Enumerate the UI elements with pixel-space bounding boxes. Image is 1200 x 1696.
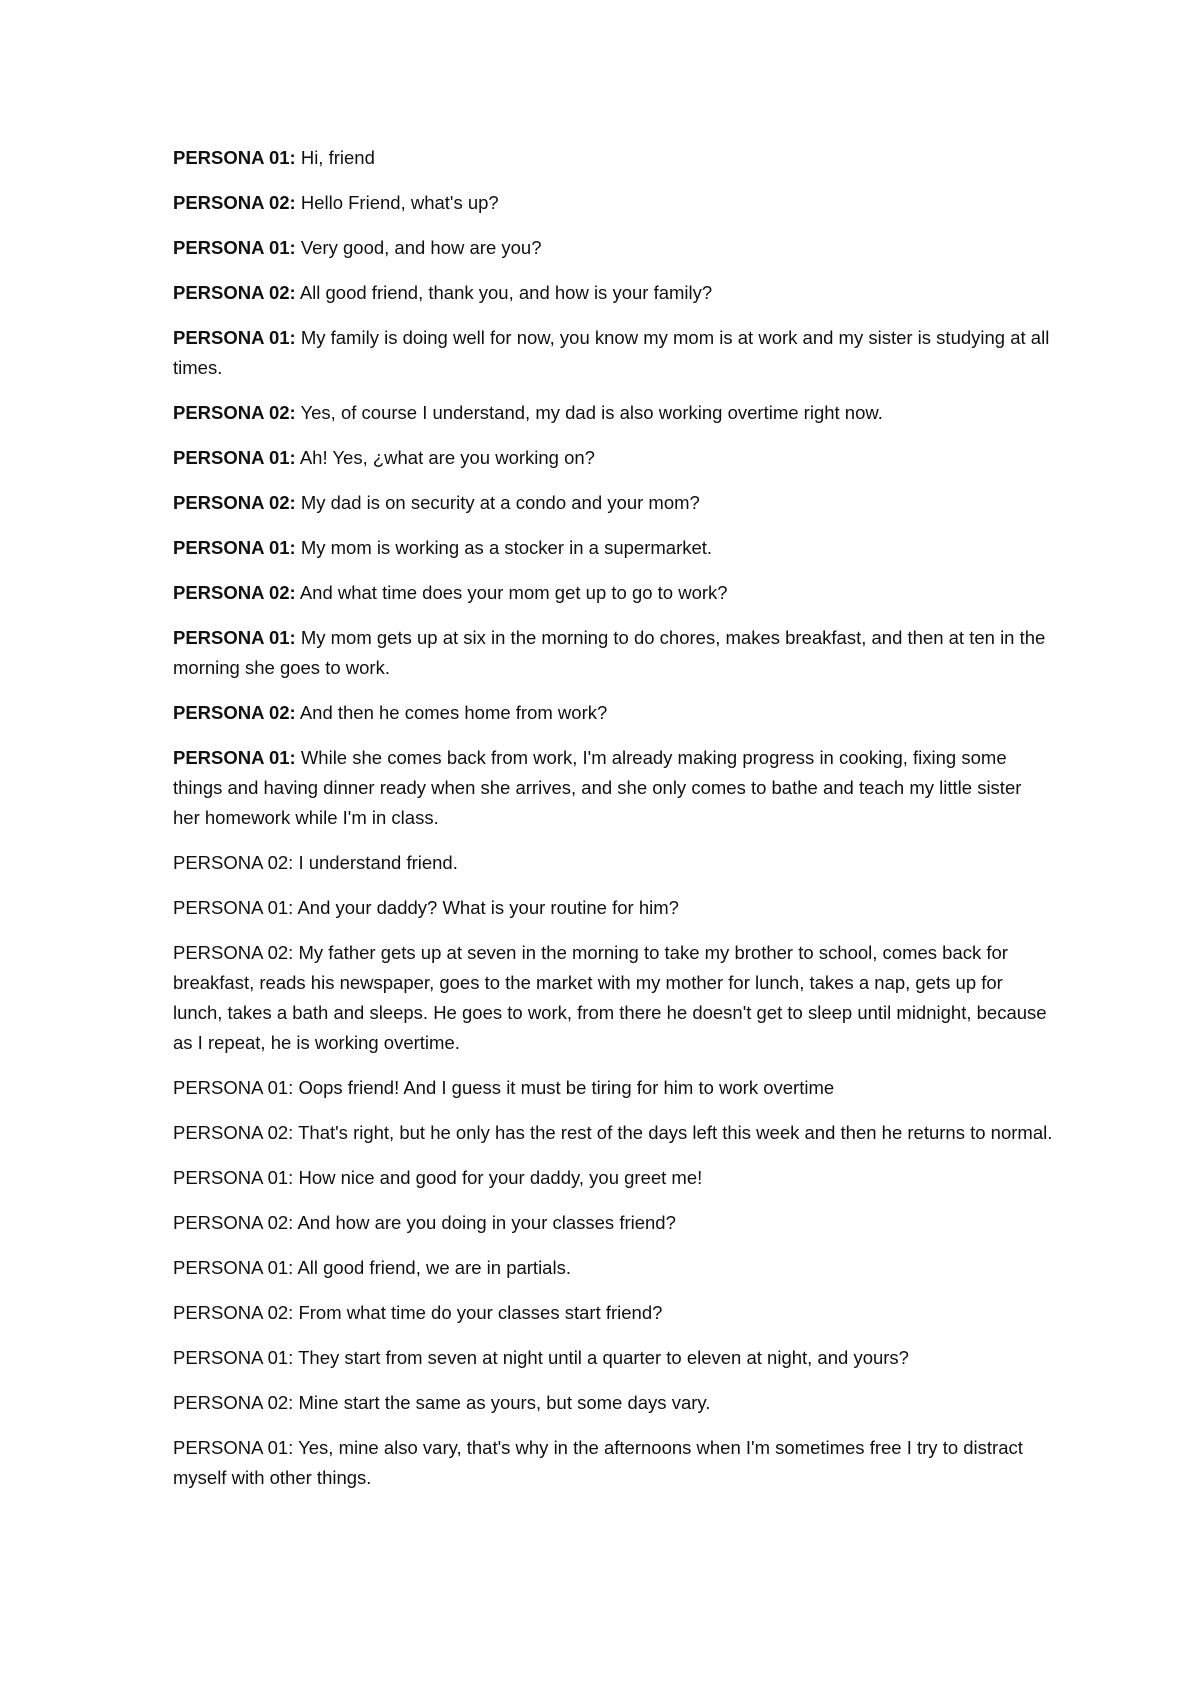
utterance-text: Oops friend! And I guess it must be tiring for him to work overtime xyxy=(298,1077,835,1098)
speaker-label: PERSONA 02: xyxy=(173,582,296,603)
speaker-label: PERSONA 01: xyxy=(173,747,296,768)
speaker-label: PERSONA 02: xyxy=(173,1212,294,1233)
utterance-text: Mine start the same as yours, but some days vary. xyxy=(298,1392,711,1413)
utterance-text: They start from seven at night until a quarter to eleven at night, and yours? xyxy=(298,1347,909,1368)
utterance-text: My father gets up at seven in the morning to take my brother to school, comes back for breakfast, reads his newspaper, goes to the market with my mother for lunch, takes a nap, gets up for lunch, takes a bath and sleeps. He goes to work, from there he doesn't get to sleep until midnight, because as I repeat, he is working overtime. xyxy=(173,942,1047,1053)
speaker-label: PERSONA 02: xyxy=(173,1122,294,1143)
speaker-label: PERSONA 02: xyxy=(173,402,296,423)
speaker-label: PERSONA 02: xyxy=(173,1302,294,1323)
utterance-text: And then he comes home from work? xyxy=(299,702,608,723)
speaker-label: PERSONA 01: xyxy=(173,627,296,648)
speaker-label: PERSONA 02: xyxy=(173,1392,294,1413)
speaker-label: PERSONA 01: xyxy=(173,1437,294,1458)
utterance-text: My dad is on security at a condo and your mom? xyxy=(300,492,700,513)
speaker-label: PERSONA 01: xyxy=(173,897,294,918)
dialogue-line xyxy=(173,1433,1053,1493)
speaker-label: PERSONA 02: xyxy=(173,942,294,963)
speaker-label: PERSONA 02: xyxy=(173,492,296,513)
utterance-text: Ah! Yes, ¿what are you working on? xyxy=(299,447,595,468)
speaker-label: PERSONA 01: xyxy=(173,1347,294,1368)
speaker-label: PERSONA 01: xyxy=(173,1077,294,1098)
utterance-text: My mom is working as a stocker in a supermarket. xyxy=(300,537,713,558)
utterance-text: All good friend, thank you, and how is your family? xyxy=(299,282,713,303)
dialogue-line xyxy=(173,233,1053,263)
speaker-label: PERSONA 01: xyxy=(173,447,296,468)
utterance-text: And how are you doing in your classes friend? xyxy=(297,1212,676,1233)
dialogue-line xyxy=(173,893,1053,923)
dialogue-line xyxy=(173,1298,1053,1328)
utterance-text: I understand friend. xyxy=(298,852,458,873)
utterance-text: How nice and good for your daddy, you greet me! xyxy=(298,1167,703,1188)
utterance-text: From what time do your classes start friend? xyxy=(298,1302,663,1323)
dialogue-line xyxy=(173,323,1053,383)
speaker-label: PERSONA 02: xyxy=(173,702,296,723)
dialogue-line xyxy=(173,743,1053,833)
dialogue-line xyxy=(173,188,1053,218)
dialogue-line xyxy=(173,1073,1053,1103)
dialogue-line xyxy=(173,278,1053,308)
utterance-text: My family is doing well for now, you know my mom is at work and my sister is studying at all times. xyxy=(173,327,1050,378)
speaker-label: PERSONA 01: xyxy=(173,1167,294,1188)
dialogue-line xyxy=(173,143,1053,173)
dialogue-line xyxy=(173,623,1053,683)
dialogue-line xyxy=(173,488,1053,518)
utterance-text: Yes, of course I understand, my dad is also working overtime right now. xyxy=(300,402,883,423)
dialogue-body xyxy=(173,143,1053,1508)
dialogue-line xyxy=(173,1163,1053,1193)
dialogue-line xyxy=(173,1118,1053,1148)
dialogue-line xyxy=(173,848,1053,878)
dialogue-line xyxy=(173,398,1053,428)
dialogue-line xyxy=(173,698,1053,728)
utterance-text: My mom gets up at six in the morning to do chores, makes breakfast, and then at ten in the morning she goes to work. xyxy=(173,627,1046,678)
speaker-label: PERSONA 01: xyxy=(173,537,296,558)
dialogue-line xyxy=(173,1253,1053,1283)
utterance-text: Hello Friend, what's up? xyxy=(300,192,499,213)
speaker-label: PERSONA 02: xyxy=(173,852,294,873)
dialogue-line xyxy=(173,443,1053,473)
dialogue-line xyxy=(173,1388,1053,1418)
dialogue-line xyxy=(173,1208,1053,1238)
speaker-label: PERSONA 01: xyxy=(173,327,296,348)
speaker-label: PERSONA 01: xyxy=(173,237,296,258)
utterance-text: And what time does your mom get up to go to work? xyxy=(299,582,728,603)
utterance-text: All good friend, we are in partials. xyxy=(297,1257,571,1278)
speaker-label: PERSONA 01: xyxy=(173,1257,294,1278)
dialogue-line xyxy=(173,533,1053,563)
speaker-label: PERSONA 02: xyxy=(173,282,296,303)
dialogue-line xyxy=(173,578,1053,608)
utterance-text: That's right, but he only has the rest of the days left this week and then he returns to normal. xyxy=(298,1122,1053,1143)
utterance-text: And your daddy? What is your routine for him? xyxy=(297,897,679,918)
speaker-label: PERSONA 01: xyxy=(173,147,296,168)
utterance-text: While she comes back from work, I'm already making progress in cooking, fixing some things and having dinner ready when she arrives, and she only comes to bathe and teach my little sister her homework while I'm in class. xyxy=(173,747,1022,828)
dialogue-line xyxy=(173,938,1053,1058)
utterance-text: Yes, mine also vary, that's why in the afternoons when I'm sometimes free I try to distract myself with other things. xyxy=(173,1437,1023,1488)
dialogue-line xyxy=(173,1343,1053,1373)
speaker-label: PERSONA 02: xyxy=(173,192,296,213)
utterance-text: Hi, friend xyxy=(300,147,375,168)
utterance-text: Very good, and how are you? xyxy=(300,237,542,258)
